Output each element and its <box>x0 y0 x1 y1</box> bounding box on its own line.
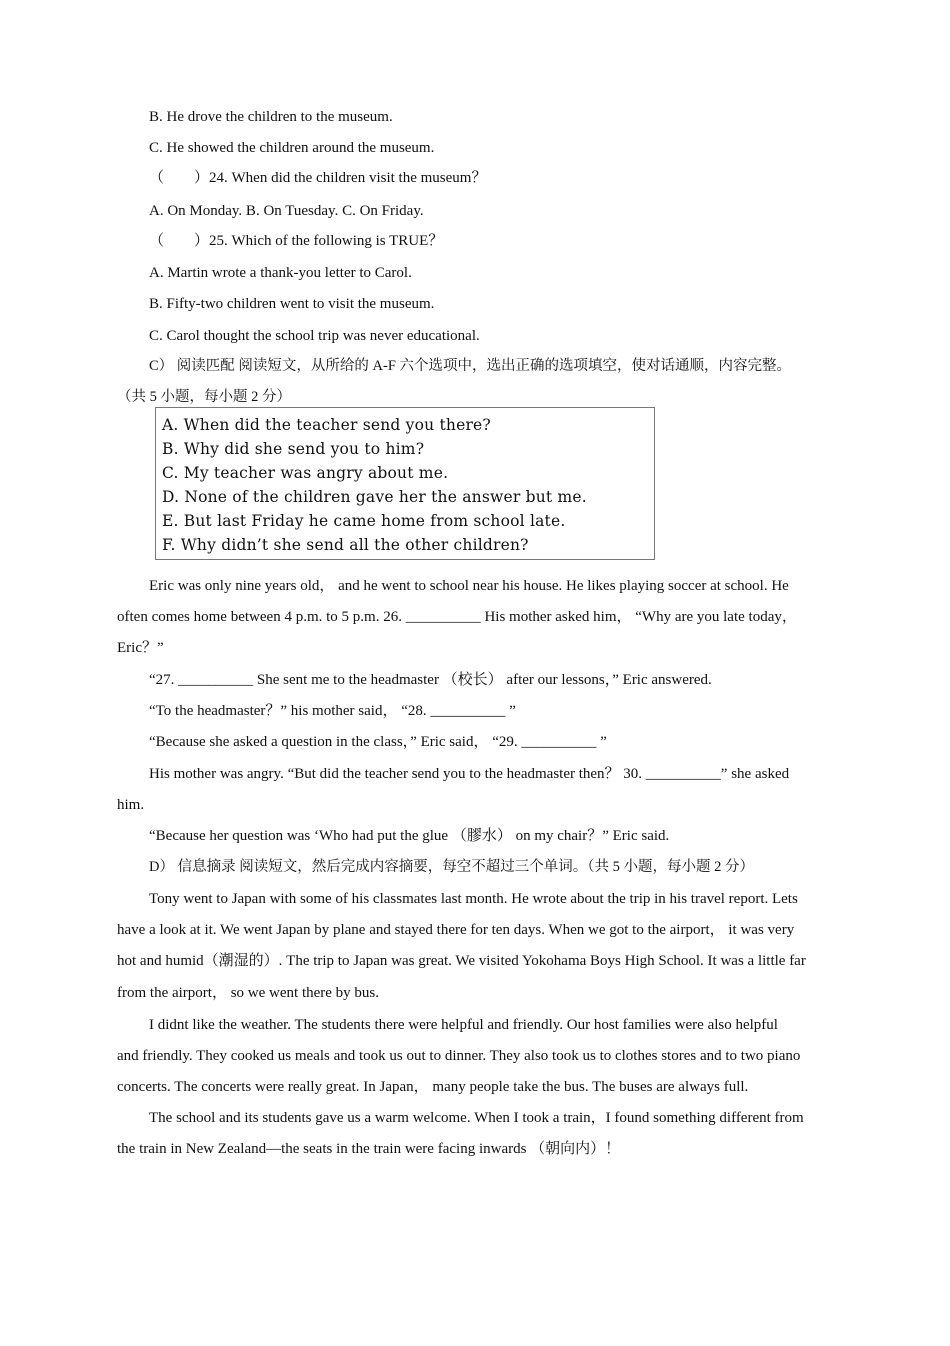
passage-c-line: “Because her question was ‘Who had put the glue （膠水） on my chair？” Eric said. <box>149 828 670 844</box>
section-d-heading: D） 信息摘录 阅读短文，然后完成内容摘要，每空不超过三个单词。（共 5 小题，每小题 2 分） <box>149 859 754 875</box>
passage-c-line: “Because she asked a question in the class，” Eric said， “29. __________ ” <box>149 734 607 750</box>
passage-c-line: him. <box>117 797 145 813</box>
passage-d-line: Tony went to Japan with some of his classmates last month. He wrote about the trip in his travel report. Lets <box>149 891 798 907</box>
passage-c-line: “To the headmaster？” his mother said， “28. __________ ” <box>149 703 516 719</box>
q25-option-c: C. Carol thought the school trip was never educational. <box>149 328 480 344</box>
q25-stem: （ ）25. Which of the following is TRUE？ <box>149 233 444 249</box>
option-c: C. My teacher was angry about me. <box>162 464 449 482</box>
passage-c-line: Eric？” <box>117 640 164 656</box>
section-c-heading-score: （共 5 小题，每小题 2 分） <box>117 389 291 405</box>
passage-d-line: concerts. The concerts were really great. In Japan， many people take the bus. The buses are always full. <box>117 1079 749 1095</box>
passage-d-line: the train in New Zealand—the seats in the train were facing inwards （朝向内）！ <box>117 1141 621 1157</box>
option-e: E. But last Friday he came home from school late. <box>162 512 566 530</box>
option-a: A. When did the teacher send you there? <box>162 416 491 434</box>
passage-d-line: have a look at it. We went Japan by plane and stayed there for ten days. When we got to the airport， it was very <box>117 922 795 938</box>
option-f: F. Why didn’t she send all the other children? <box>162 536 529 554</box>
passage-c-line: often comes home between 4 p.m. to 5 p.m. 26. __________ His mother asked him， “Why are you late today， <box>117 609 797 625</box>
option-b: B. Why did she send you to him? <box>162 440 425 458</box>
section-c-heading: C） 阅读匹配 阅读短文，从所给的 A-F 六个选项中，选出正确的选项填空，使对话通顺，内容完整。 <box>149 358 792 374</box>
passage-d-line: hot and humid（潮湿的）. The trip to Japan was great. We visited Yokohama Boys High School. It was a little far <box>117 953 806 969</box>
passage-c-line: “27. __________ She sent me to the headmaster （校长） after our lessons，” Eric answered. <box>149 672 712 688</box>
q24-stem: （ ）24. When did the children visit the museum？ <box>149 170 487 186</box>
passage-c-line: His mother was angry. “But did the teacher send you to the headmaster then？ 30. __________” she asked <box>149 766 790 782</box>
q24-options: A. On Monday. B. On Tuesday. C. On Friday. <box>149 203 424 219</box>
passage-d-line: and friendly. They cooked us meals and took us out to dinner. They also took us to clothes stores and to two piano <box>117 1048 801 1064</box>
passage-d-line: I didnt like the weather. The students there were helpful and friendly. Our host families were also helpful <box>149 1017 778 1033</box>
option-d: D. None of the children gave her the answer but me. <box>162 488 587 506</box>
q23-option-c: C. He showed the children around the museum. <box>149 140 435 156</box>
q23-option-b: B. He drove the children to the museum. <box>149 109 393 125</box>
passage-d-line: from the airport， so we went there by bus. <box>117 985 380 1001</box>
q25-option-b: B. Fifty-two children went to visit the museum. <box>149 296 435 312</box>
q25-option-a: A. Martin wrote a thank-you letter to Carol. <box>149 265 412 281</box>
passage-d-line: The school and its students gave us a warm welcome. When I took a train，I found something different from <box>149 1110 804 1126</box>
passage-c-line: Eric was only nine years old， and he went to school near his house. He likes playing soccer at school. He <box>149 578 789 594</box>
